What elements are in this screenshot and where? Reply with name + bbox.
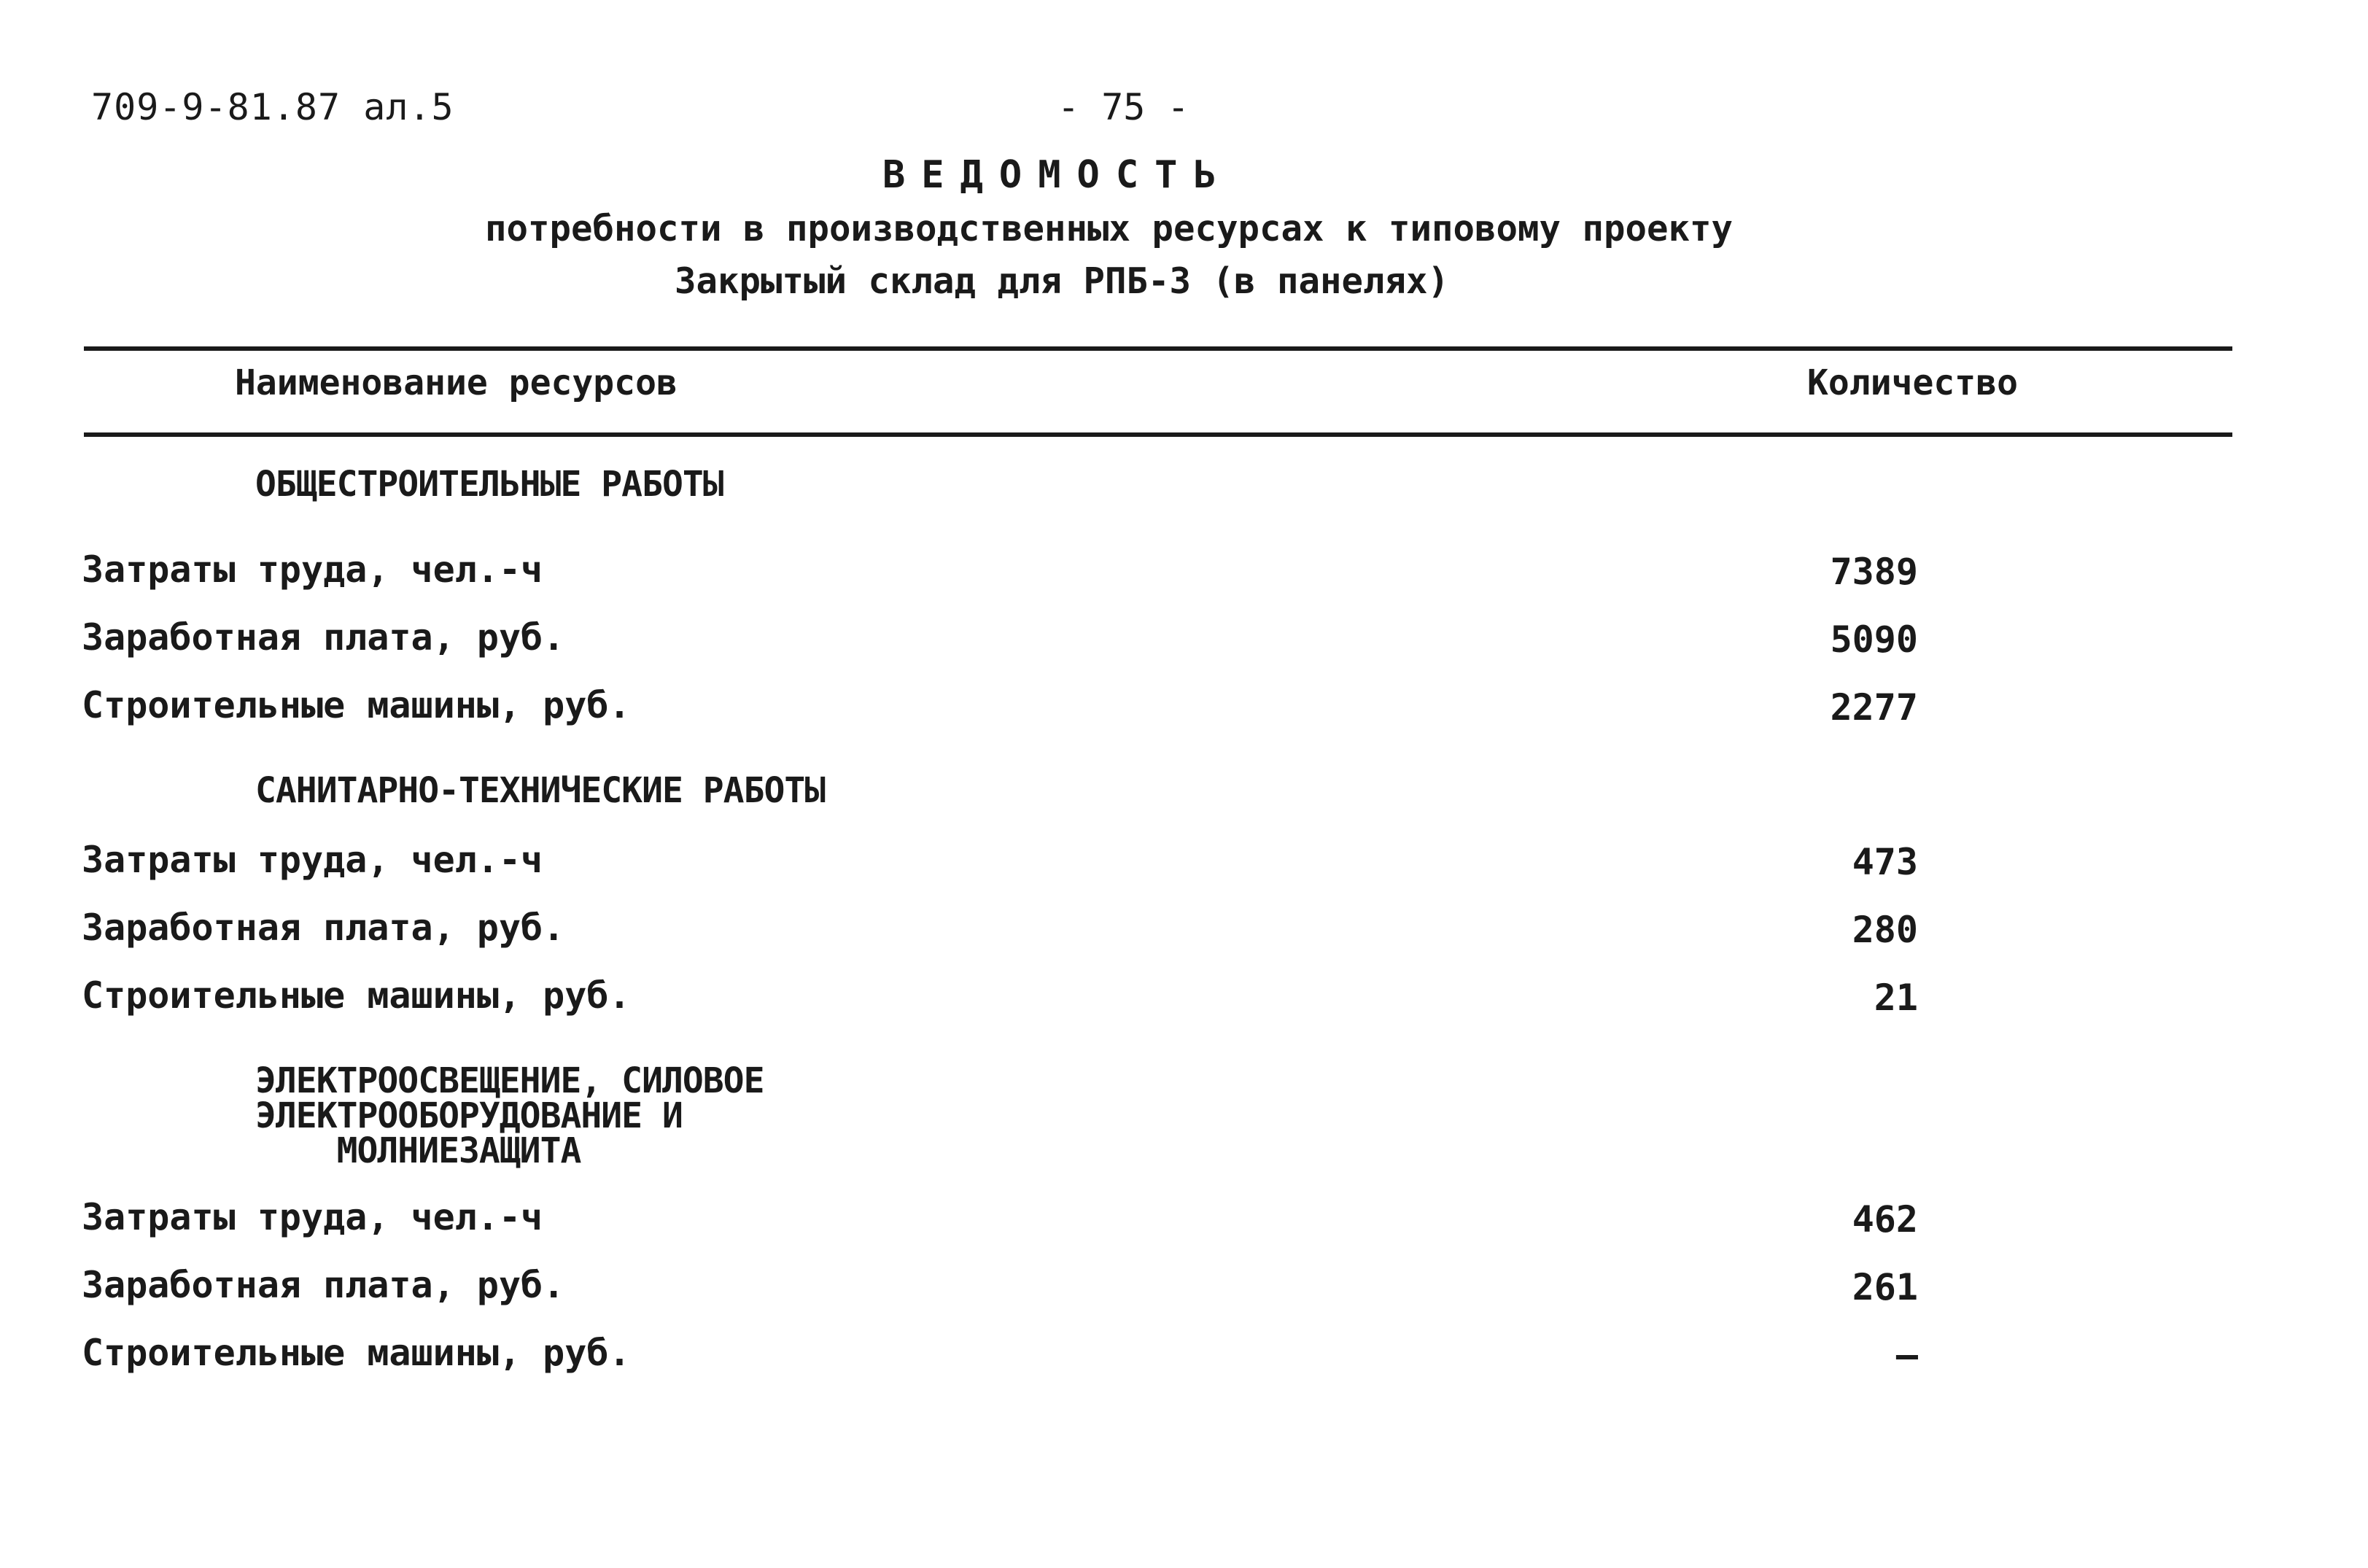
- row-value: 261: [1852, 1266, 1918, 1308]
- row-value: 2277: [1830, 686, 1918, 729]
- section-title: САНИТАРНО-ТЕХНИЧЕСКИЕ РАБОТЫ: [255, 770, 826, 811]
- document-subtitle-line-2: Закрытый склад для РПБ-3 (в панелях): [675, 260, 1450, 302]
- row-label: Заработная плата, руб.: [82, 1264, 565, 1306]
- row-label: Затраты труда, чел.-ч: [82, 1196, 543, 1238]
- document-code: 709-9-81.87 ал.5: [91, 86, 454, 128]
- row-value: 473: [1852, 841, 1918, 883]
- row-label: Затраты труда, чел.-ч: [82, 548, 543, 591]
- row-value: –: [1895, 1334, 1918, 1376]
- row-value: 7389: [1830, 551, 1918, 593]
- row-label: Строительные машины, руб.: [82, 974, 631, 1017]
- row-label: Строительные машины, руб.: [82, 684, 631, 726]
- row-value: 21: [1874, 977, 1918, 1019]
- table-top-rule: [84, 346, 2232, 351]
- section-title: ЭЛЕКТРООСВЕЩЕНИЕ, СИЛОВОЕ ЭЛЕКТРООБОРУДОВАНИЕ И МОЛНИЕЗАЩИТА: [255, 1060, 764, 1171]
- document-subtitle-line-1: потребности в производственных ресурсах к типовому проекту: [485, 208, 1734, 249]
- row-value: 280: [1852, 909, 1918, 951]
- table-header-rule: [84, 432, 2232, 437]
- row-label: Затраты труда, чел.-ч: [82, 839, 543, 881]
- row-value: 462: [1852, 1198, 1918, 1241]
- row-label: Строительные машины, руб.: [82, 1332, 631, 1374]
- column-header-quantity: Количество: [1807, 362, 2018, 403]
- row-label: Заработная плата, руб.: [82, 907, 565, 949]
- row-value: 5090: [1830, 618, 1918, 661]
- column-header-name: Наименование ресурсов: [235, 362, 678, 403]
- page-number: - 75 -: [1057, 86, 1189, 128]
- section-title: ОБЩЕСТРОИТЕЛЬНЫЕ РАБОТЫ: [255, 464, 723, 505]
- document-title: ВЕДОМОСТЬ: [882, 153, 1232, 197]
- row-label: Заработная плата, руб.: [82, 616, 565, 659]
